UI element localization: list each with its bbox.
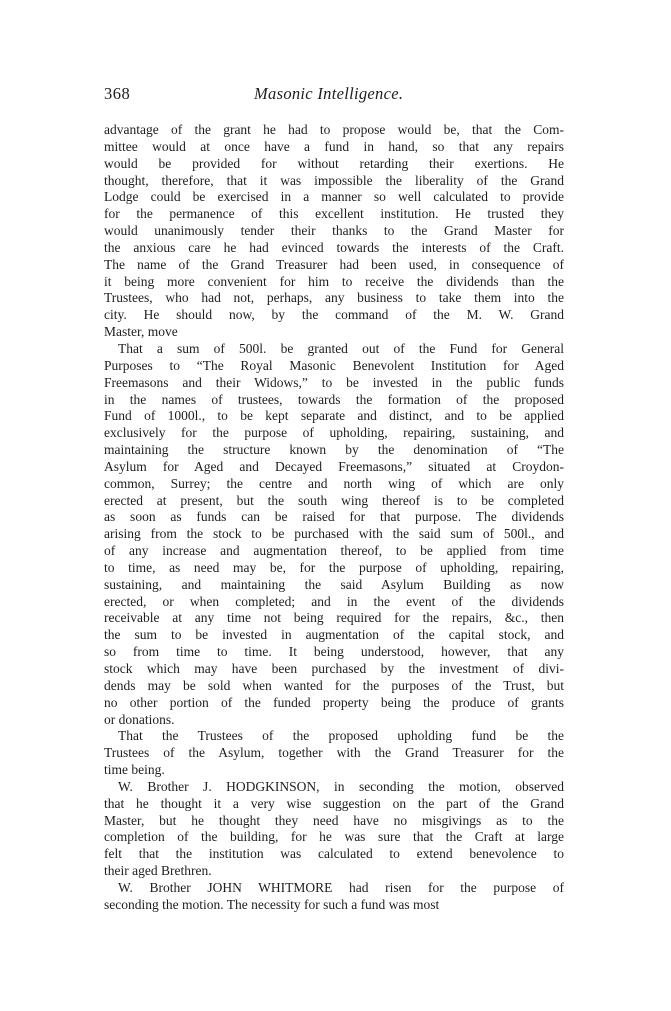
text-line: their aged Brethren. <box>104 863 212 879</box>
text-line: W. Brother J. HODGKINSON, in seconding the motion, observed <box>118 778 564 794</box>
paragraph <box>104 341 564 728</box>
text-line: for the permanence of this excellent institution. He trusted they <box>104 206 564 222</box>
text-line: common, Surrey; the centre and north wing of which are only <box>104 475 564 491</box>
text-line: stock which may have been purchased by the investment of divi- <box>104 661 564 676</box>
text-line: arising from the stock to be purchased with the said sum of 500l., and <box>104 526 564 542</box>
text-line: it being more convenient for him to receive the dividends than the <box>104 273 564 289</box>
text-line: erected at present, but the south wing thereof is to be completed <box>104 492 564 508</box>
text-line: mittee would at once have a fund in hand, so that any repairs <box>104 138 564 154</box>
paragraph <box>104 880 564 914</box>
text-line: advantage of the grant he had to propose would be, that the Com- <box>104 122 564 137</box>
text-line: in the names of trustees, towards the formation of the proposed <box>104 391 564 407</box>
text-line: Trustees, who had not, perhaps, any business to take them into the <box>104 290 564 306</box>
text-line: receivable at any time not being required for the repairs, &c., then <box>104 610 564 626</box>
text-line: no other portion of the funded property being the produce of grants <box>104 694 564 710</box>
text-line: exclusively for the purpose of upholding, repairing, sustaining, and <box>104 425 564 441</box>
text-line: Trustees of the Asylum, together with the Grand Treasurer for the <box>104 745 564 761</box>
text-line: The name of the Grand Treasurer had been used, in consequence of <box>104 256 564 272</box>
text-line: the sum to be invested in augmentation of the capital stock, and <box>104 627 564 643</box>
text-line: Purposes to “The Royal Masonic Benevolent Institution for Aged <box>104 357 564 373</box>
paragraph <box>104 728 564 779</box>
text-line: That a sum of 500l. be granted out of the Fund for General <box>118 340 564 356</box>
text-line: maintaining the structure known by the denomination of “The <box>104 442 564 458</box>
text-line: time being. <box>104 762 165 778</box>
text-line: W. Brother JOHN WHITMORE had risen for the purpose of <box>118 879 564 895</box>
text-line: That the Trustees of the proposed upholding fund be the <box>118 728 564 744</box>
text-line: felt that the institution was calculated to extend benevolence to <box>104 846 564 862</box>
text-line: erected, or when completed; and in the event of the dividends <box>104 593 564 609</box>
text-line: city. He should now, by the command of the M. W. Grand <box>104 307 564 323</box>
text-line: to time, as need may be, for the purpose of upholding, repairing, <box>104 559 564 575</box>
body-text <box>104 122 564 914</box>
text-line: sustaining, and maintaining the said Asylum Building as now <box>104 576 564 592</box>
text-line: would be provided for without retarding their exertions. He <box>104 155 564 171</box>
paragraph <box>104 779 564 880</box>
text-line: as soon as funds can be raised for that purpose. The dividends <box>104 509 564 525</box>
text-line: the anxious care he had evinced towards the interests of the Craft. <box>104 239 564 255</box>
text-line: dends may be sold when wanted for the purposes of the Trust, but <box>104 677 564 693</box>
text-line: seconding the motion. The necessity for such a fund was most <box>104 896 440 912</box>
text-line: Master, but he thought they need have no misgivings as to the <box>104 812 564 828</box>
text-line: Fund of 1000l., to be kept separate and distinct, and to be applied <box>104 408 564 424</box>
text-line: completion of the building, for he was sure that the Craft at large <box>104 829 564 845</box>
page-header <box>104 84 564 110</box>
text-line: would unanimously tender their thanks to the Grand Master for <box>104 223 564 239</box>
text-line: Master, move <box>104 324 178 340</box>
text-line: so from time to time. It being understood, however, that any <box>104 644 564 660</box>
paragraph <box>104 122 564 341</box>
text-line: of any increase and augmentation thereof, to be applied from time <box>104 543 564 559</box>
text-line: Lodge could be exercised in a manner so well calculated to provide <box>104 189 564 205</box>
text-line: thought, therefore, that it was impossible the liberality of the Grand <box>104 172 564 188</box>
text-line: Freemasons and their Widows,” to be invested in the public funds <box>104 374 564 390</box>
running-title: Masonic Intelligence. <box>254 84 404 103</box>
page-number: 368 <box>104 84 131 103</box>
text-line: that he thought it a very wise suggestion on the part of the Grand <box>104 795 564 811</box>
text-line: or donations. <box>104 711 175 727</box>
text-line: Asylum for Aged and Decayed Freemasons,” situated at Croydon- <box>104 458 564 474</box>
